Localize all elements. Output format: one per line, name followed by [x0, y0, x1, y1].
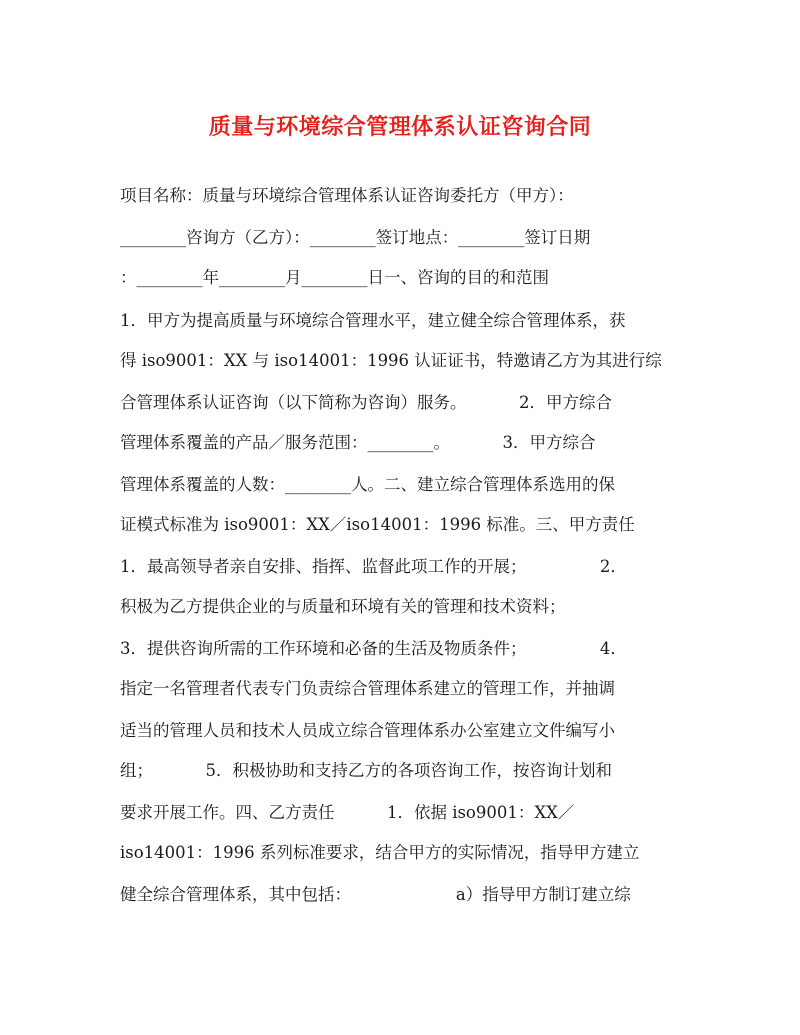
body-line: 1．甲方为提高质量与环境综合管理水平，建立健全综合管理体系，获 [120, 311, 626, 330]
body-line: 健全综合管理体系，其中包括： a）指导甲方制订建立综 [120, 885, 631, 904]
body-line: ：________年________月________日一、咨询的目的和范围 [120, 268, 549, 287]
body-line: 管理体系覆盖的产品／服务范围：________。 3．甲方综合 [120, 433, 596, 452]
body-line: 合管理体系认证咨询（以下简称为咨询）服务。 2．甲方综合 [120, 393, 612, 412]
body-line: ________咨询方（乙方）：________签订地点：________签订日期 [120, 228, 591, 247]
body-line: 得 iso9001：XX 与 iso14001：1996 认证证书，特邀请乙方为其进行综 [120, 351, 662, 370]
document-title: 质量与环境综合管理体系认证咨询合同 [208, 114, 592, 140]
body-line: iso14001：1996 系列标准要求，结合甲方的实际情况，指导甲方建立 [120, 843, 640, 862]
body-line: 项目名称：质量与环境综合管理体系认证咨询委托方（甲方）： [120, 186, 574, 205]
body-line: 组； 5．积极协助和支持乙方的各项咨询工作，按咨询计划和 [120, 761, 612, 780]
body-line: 要求开展工作。四、乙方责任 1．依据 iso9001：XX／ [120, 803, 575, 822]
body-line: 证模式标准为 iso9001：XX／iso14001：1996 标准。三、甲方责任 [120, 515, 635, 534]
body-line: 适当的管理人员和技术人员成立综合管理体系办公室建立文件编写小 [120, 721, 615, 740]
body-line: 指定一名管理者代表专门负责综合管理体系建立的管理工作，并抽调 [120, 679, 615, 698]
body-line: 管理体系覆盖的人数：________人。二、建立综合管理体系选用的保 [120, 475, 615, 494]
body-line: 3．提供咨询所需的工作环境和必备的生活及物质条件； 4． [120, 639, 627, 658]
body-line: 积极为乙方提供企业的与质量和环境有关的管理和技术资料； [120, 597, 566, 616]
body-line: 1．最高领导者亲自安排、指挥、监督此项工作的开展； 2． [120, 557, 627, 576]
